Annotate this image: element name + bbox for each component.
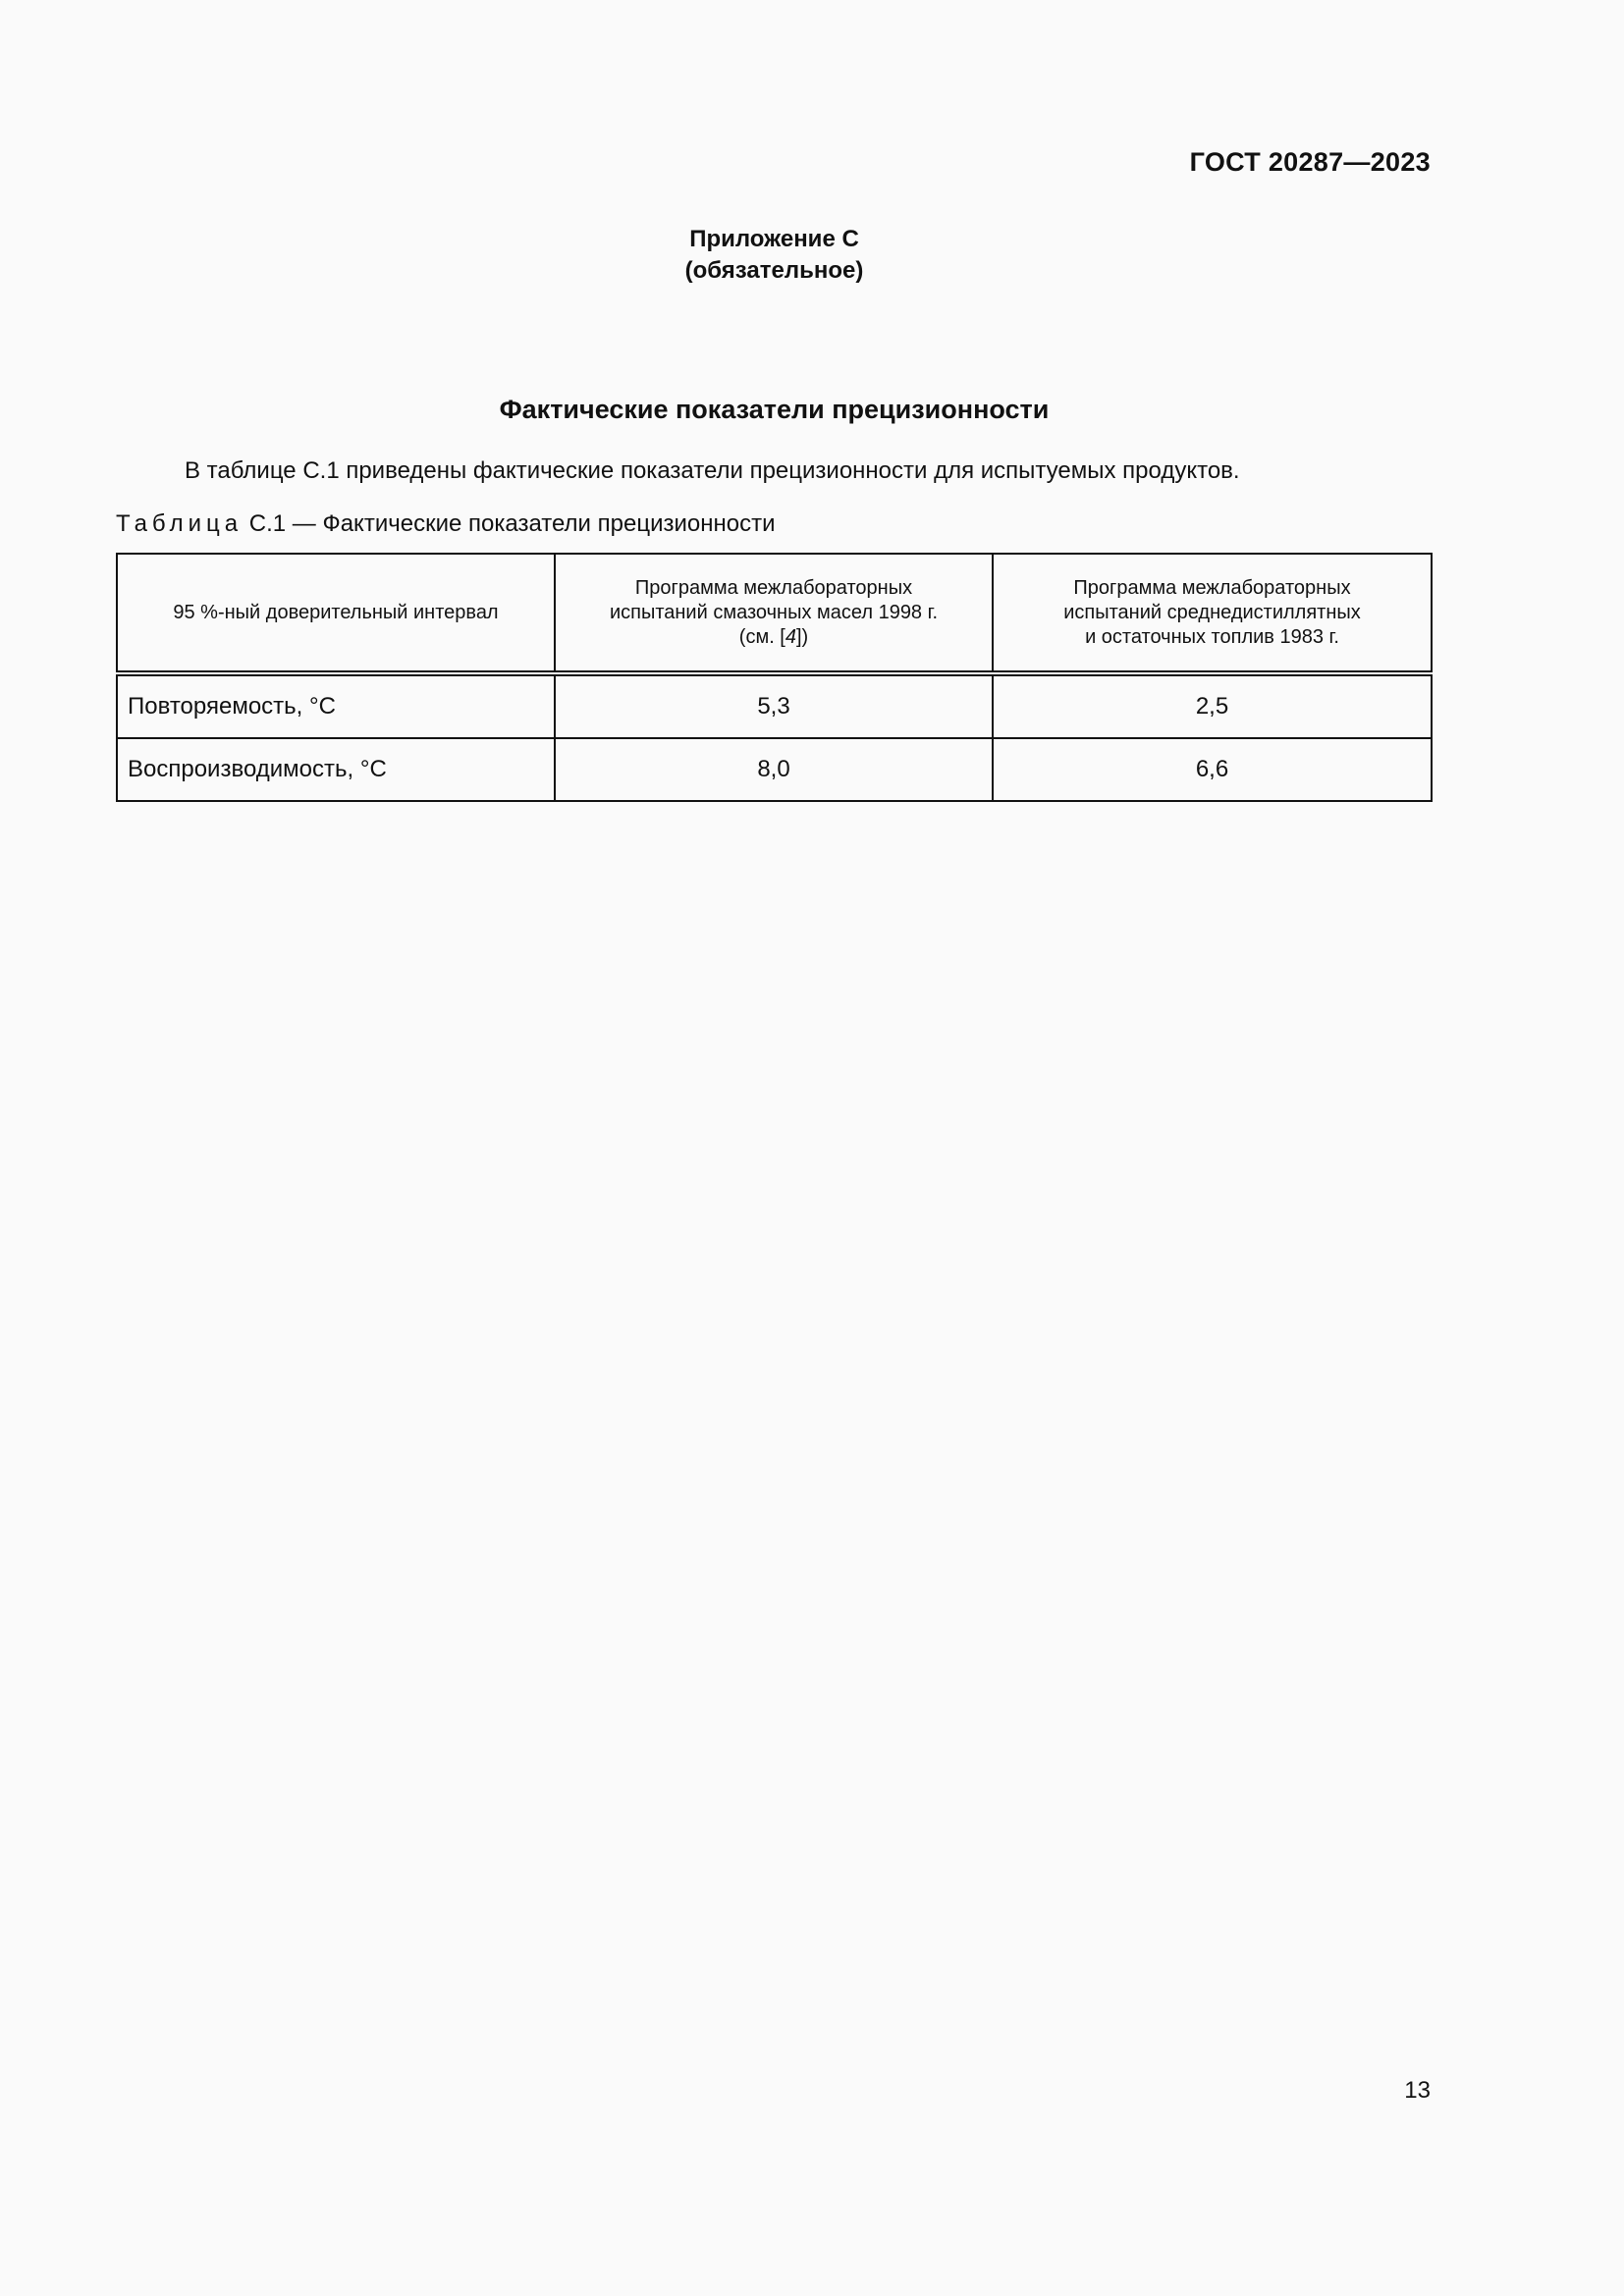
- appendix-status: (обязательное): [684, 257, 864, 284]
- cell-value: 2,5: [993, 673, 1432, 738]
- document-code: ГОСТ 20287—2023: [1189, 147, 1431, 177]
- appendix-title: Приложение С: [689, 226, 859, 252]
- table-caption: [116, 510, 775, 538]
- cell-value: 5,3: [555, 673, 993, 738]
- table-caption-text: С.1 — Фактические показатели прецизионности: [248, 510, 776, 537]
- column-header-interval: 95 %-ный доверительный интервал: [117, 554, 555, 673]
- row-label-repeatability: Повторяемость, °С: [117, 673, 555, 738]
- table-row: [117, 738, 1432, 801]
- col2-line3a: (см. [: [738, 625, 785, 648]
- row-label-reproducibility: Воспроизводимость, °С: [117, 738, 555, 801]
- cell-value: 6,6: [993, 738, 1432, 801]
- section-title: Фактические показатели прецизионности: [499, 395, 1050, 424]
- col3-line1: Программа межлабораторных: [1073, 576, 1351, 599]
- table-row: [117, 673, 1432, 738]
- table-caption-word: Таблица: [116, 510, 244, 537]
- col2-line1: Программа межлабораторных: [634, 576, 913, 599]
- cell-value: 8,0: [555, 738, 993, 801]
- table-header-row: [117, 554, 1432, 673]
- reference-number: 4: [785, 625, 796, 648]
- col2-line3b: ]): [796, 625, 809, 648]
- col3-line3: и остаточных топлив 1983 г.: [1085, 625, 1339, 648]
- col3-line2: испытаний среднедистиллятных: [1063, 601, 1361, 623]
- appendix-heading: [0, 224, 1548, 287]
- precision-table: [116, 553, 1433, 802]
- intro-paragraph: В таблице С.1 приведены фактические показатели прецизионности для испытуемых продуктов.: [185, 457, 1240, 484]
- page-number: 13: [1404, 2077, 1431, 2104]
- column-header-lubricating-oils: [555, 554, 993, 673]
- column-header-fuels: [993, 554, 1432, 673]
- col2-line2: испытаний смазочных масел 1998 г.: [609, 601, 939, 623]
